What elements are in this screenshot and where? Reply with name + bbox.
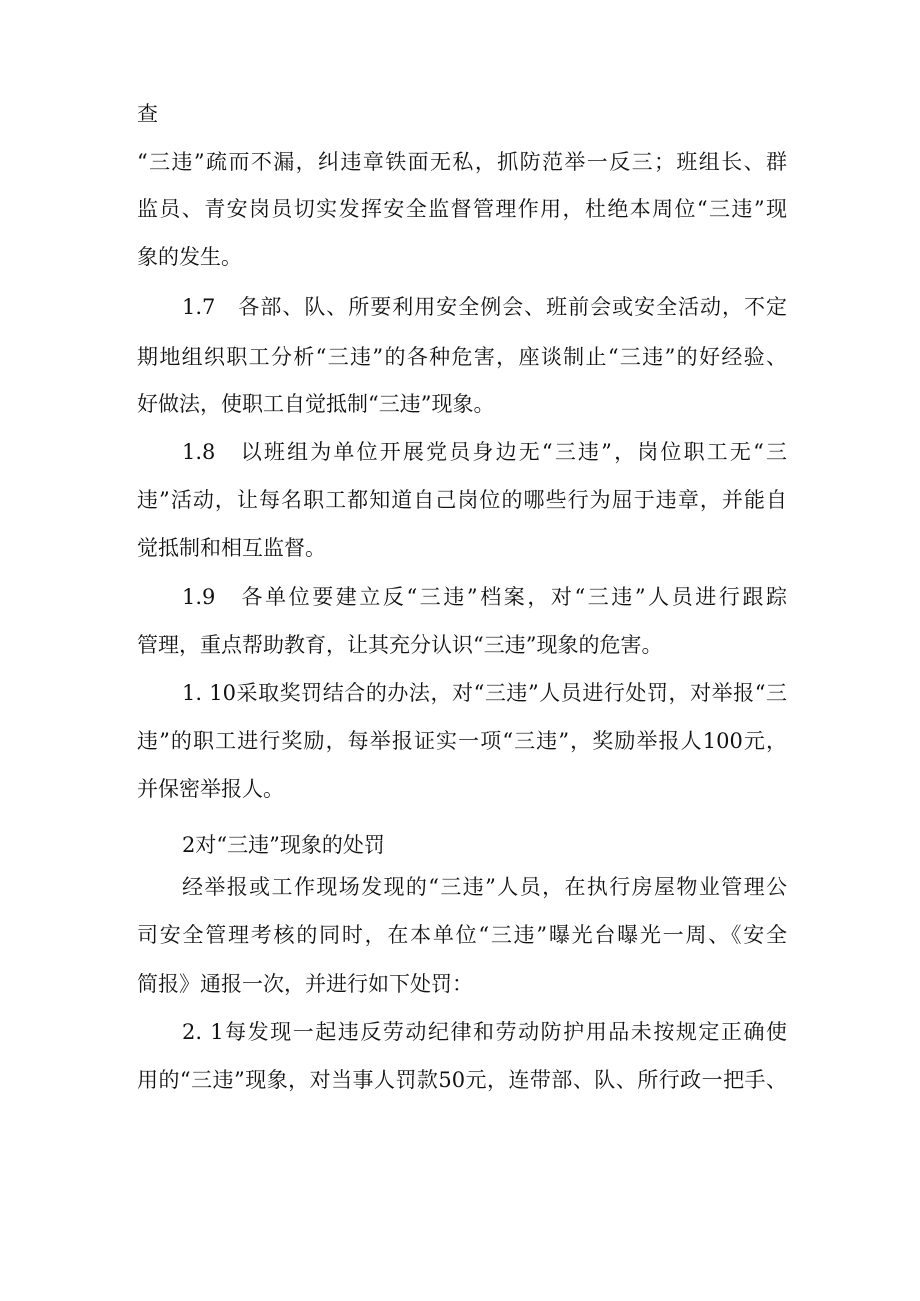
text-line-3: 监员、青安岗员切实发挥安全监督管理作用，杜绝本周位“三违”现	[137, 197, 787, 221]
text-line-7: 好做法，使职工自觉抵制“三违”现象。	[137, 392, 495, 416]
text-line-4: 象的发生。	[137, 245, 242, 269]
text-line-21: 用的“三违”现象，对当事人罚款50元，连带部、队、所行政一把手、	[137, 1068, 787, 1092]
section-heading: 2对“三违”现象的处罚	[182, 833, 385, 857]
text-line-13: 1. 10采取奖罚结合的办法，对“三违”人员进行处罚，对举报“三	[182, 681, 787, 705]
text-line-10: 觉抵制和相互监督。	[137, 536, 326, 560]
text-line-9: 违”活动，让每名职工都知道自己岗位的哪些行为屈于违章，并能自	[137, 488, 787, 512]
text-line-15: 并保密举报人。	[137, 777, 284, 801]
text-line-19: 简报》通报一次，并进行如下处罚：	[137, 972, 473, 996]
text-line-18: 司安全管理考核的同时，在本单位“三违”曝光台曝光一周、《安全	[137, 923, 787, 947]
text-line-12: 管理，重点帮助教育，让其充分认识“三违”现象的危害。	[137, 633, 663, 657]
text-line-20: 2. 1每发现一起违反劳动纪律和劳动防护用品未按规定正确使	[182, 1020, 787, 1044]
text-line-17: 经举报或工作现场发现的“三违”人员，在执行房屋物业管理公	[182, 875, 787, 899]
text-line-14: 违”的职工进行奖励，每举报证实一项“三违”，奖励举报人100元，	[137, 729, 787, 753]
text-line-6: 期地组织职工分析“三违”的各种危害，座谈制止“三违”的好经验、	[137, 345, 787, 369]
text-line-5: 1.7 各部、队、所要利用安全例会、班前会或安全活动，不定	[182, 295, 787, 319]
text-line-8: 1.8 以班组为单位开展党员身边无“三违”，岗位职工无“三	[182, 440, 787, 464]
text-line-11: 1.9 各单位要建立反“三违”档案，对“三违”人员进行跟踪	[182, 585, 787, 609]
text-line-1: 查	[137, 102, 158, 126]
text-line-2: “三违”疏而不漏，纠违章铁面无私，抓防范举一反三；班组长、群	[137, 150, 787, 174]
